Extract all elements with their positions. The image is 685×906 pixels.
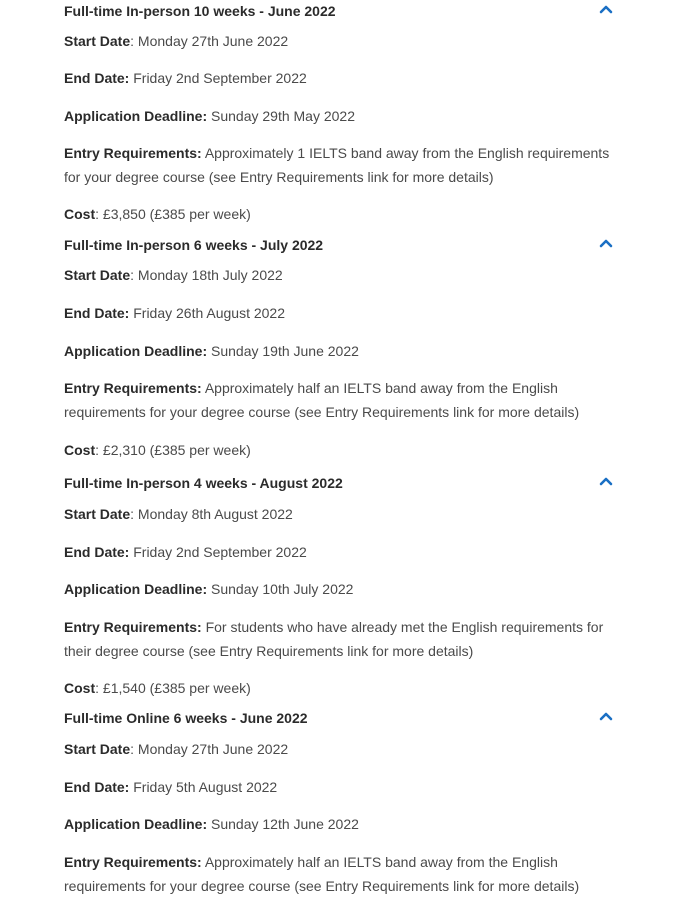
chevron-up-icon[interactable] (599, 711, 613, 721)
end-date-value: Friday 2nd September 2022 (129, 544, 307, 560)
entry-requirements-row (64, 376, 616, 424)
course-section-1 (64, 0, 616, 222)
course-title: Full-time Online 6 weeks - June 2022 (64, 710, 308, 726)
course-title: Full-time In-person 10 weeks - June 2022 (64, 3, 336, 19)
end-date-value: Friday 2nd September 2022 (129, 70, 307, 86)
start-date-row (64, 737, 616, 761)
start-date-row (64, 502, 616, 526)
end-date-row (64, 540, 616, 564)
course-header-2[interactable] (64, 234, 616, 256)
end-date-label: End Date: (64, 305, 130, 321)
start-date-value: : Monday 18th July 2022 (130, 267, 283, 283)
end-date-row (64, 66, 616, 90)
course-title: Full-time In-person 6 weeks - July 2022 (64, 237, 324, 253)
deadline-value: Sunday 12th June 2022 (207, 816, 359, 832)
entry-requirements-value: For students who have already met the English requirements for their degree course (see Entry Requirements link for more details) (64, 619, 604, 659)
start-date-value: : Monday 27th June 2022 (130, 741, 289, 757)
start-date-row (64, 29, 616, 53)
end-date-row (64, 775, 616, 799)
course-section-3 (64, 472, 616, 696)
cost-value: : £1,540 (£385 per week) (95, 680, 251, 696)
start-date-label: Start Date (64, 741, 131, 757)
deadline-row (64, 339, 616, 363)
deadline-row (64, 104, 616, 128)
cost-value: : £3,850 (£385 per week) (95, 206, 251, 222)
entry-requirements-label: Entry Requirements: (64, 145, 202, 161)
deadline-value: Sunday 10th July 2022 (207, 581, 354, 597)
end-date-value: Friday 5th August 2022 (129, 779, 278, 795)
course-header-1[interactable] (64, 0, 616, 22)
deadline-value: Sunday 29th May 2022 (207, 108, 356, 124)
cost-label: Cost (64, 442, 96, 458)
course-section-4 (64, 707, 616, 894)
cost-row (64, 676, 616, 700)
end-date-label: End Date: (64, 544, 130, 560)
deadline-label: Application Deadline: (64, 581, 208, 597)
entry-requirements-label: Entry Requirements: (64, 854, 202, 870)
end-date-row (64, 301, 616, 325)
end-date-label: End Date: (64, 779, 130, 795)
cost-value: : £2,310 (£385 per week) (95, 442, 251, 458)
start-date-label: Start Date (64, 267, 131, 283)
deadline-label: Application Deadline: (64, 816, 208, 832)
start-date-value: : Monday 8th August 2022 (130, 506, 293, 522)
deadline-row (64, 812, 616, 836)
deadline-label: Application Deadline: (64, 343, 208, 359)
course-header-3[interactable] (64, 472, 616, 494)
chevron-up-icon[interactable] (599, 238, 613, 248)
chevron-up-icon[interactable] (599, 476, 613, 486)
end-date-label: End Date: (64, 70, 130, 86)
entry-requirements-value: Approximately half an IELTS band away from the English requirements for your degree course (see Entry Requirements link for more details) (64, 380, 580, 420)
course-header-4[interactable] (64, 707, 616, 729)
entry-requirements-label: Entry Requirements: (64, 380, 202, 396)
entry-requirements-row (64, 615, 616, 663)
cost-row (64, 202, 616, 226)
cost-label: Cost (64, 680, 96, 696)
start-date-label: Start Date (64, 33, 131, 49)
deadline-value: Sunday 19th June 2022 (207, 343, 359, 359)
entry-requirements-row (64, 141, 616, 189)
cost-row (64, 438, 616, 462)
chevron-up-icon[interactable] (599, 4, 613, 14)
deadline-label: Application Deadline: (64, 108, 208, 124)
entry-requirements-value: Approximately 1 IELTS band away from the English requirements for your degree course (see Entry Requirements link for more details) (64, 145, 610, 185)
end-date-value: Friday 26th August 2022 (129, 305, 286, 321)
deadline-row (64, 577, 616, 601)
entry-requirements-label: Entry Requirements: (64, 619, 202, 635)
start-date-row (64, 263, 616, 287)
start-date-value: : Monday 27th June 2022 (130, 33, 289, 49)
entry-requirements-value: Approximately half an IELTS band away from the English requirements for your degree course (see Entry Requirements link for more details) (64, 854, 580, 894)
start-date-label: Start Date (64, 506, 131, 522)
entry-requirements-row (64, 850, 616, 898)
course-section-2 (64, 234, 616, 458)
cost-label: Cost (64, 206, 96, 222)
course-title: Full-time In-person 4 weeks - August 2022 (64, 475, 343, 491)
